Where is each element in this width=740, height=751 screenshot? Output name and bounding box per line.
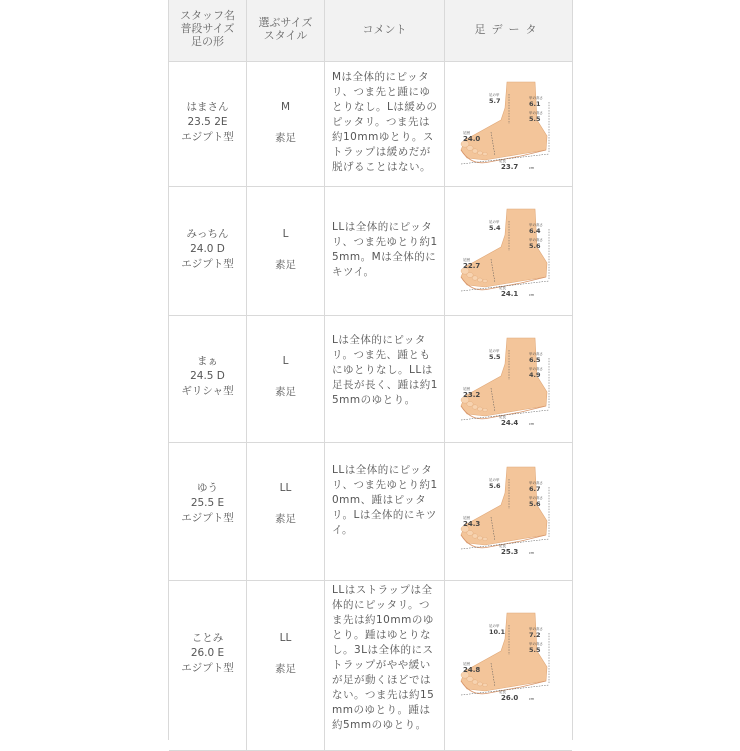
toe-shape [472, 149, 478, 153]
arch-height-label: 足の甲 [489, 93, 500, 97]
foot-data-cell [445, 581, 572, 750]
foot-data-cell [445, 187, 572, 315]
toe-shape [483, 537, 487, 541]
staff-cell [169, 62, 247, 186]
instep-height-label: 甲の高さ [529, 481, 543, 485]
toe-shape [478, 682, 483, 686]
girth-value: 22.7 [463, 262, 481, 270]
foot-shape: エジプト型 [181, 131, 234, 143]
comment-cell [325, 443, 445, 580]
table-header-row [169, 0, 572, 62]
toe-shape [483, 408, 487, 412]
toe-shape [472, 405, 478, 409]
size-style-cell [247, 187, 325, 315]
foot-shape: エジプト型 [181, 258, 234, 270]
instep-height-value: 6.4 [529, 227, 541, 235]
length-label: 足長 [499, 690, 506, 694]
toe-shape [478, 536, 483, 540]
girth-value: 24.8 [463, 666, 481, 674]
toe-shape [472, 276, 478, 280]
header-staff-name: スタッフ名 [180, 9, 235, 22]
instep-height-value: 6.5 [529, 356, 541, 364]
header-size-cell [247, 0, 325, 61]
length-value: 24.1 [501, 290, 519, 298]
usual-size: 26.0 E [190, 647, 225, 659]
staff-cell [169, 187, 247, 315]
instep-height-value: 7.2 [529, 631, 541, 639]
arch-height-label: 足の甲 [489, 478, 500, 482]
staff-name: はまさん [186, 101, 229, 113]
length-unit: cm [529, 166, 535, 170]
toe-shape [478, 278, 483, 282]
foot-diagram [449, 605, 569, 705]
size-style-cell [247, 581, 325, 750]
header-foot-data: 足データ [474, 23, 543, 36]
length-label: 足長 [499, 544, 506, 548]
table-row [169, 62, 572, 187]
toe-shape [483, 152, 487, 156]
heel-label: 甲の高さ [529, 238, 543, 242]
foot-shape: エジプト型 [181, 512, 234, 524]
arch-height-value: 5.7 [489, 97, 501, 105]
foot-diagram [449, 201, 569, 301]
comment-cell [325, 581, 445, 750]
chosen-size: L [282, 355, 289, 367]
arch-height-label: 足の甲 [489, 349, 500, 353]
heel-label: 甲の高さ [529, 111, 543, 115]
style-value: 素足 [275, 663, 296, 675]
chosen-size: L [282, 228, 289, 240]
toe-shape [467, 401, 473, 406]
size-comparison-table [168, 0, 573, 740]
staff-cell [169, 316, 247, 442]
heel-value: 4.9 [529, 371, 541, 379]
style-value: 素足 [275, 386, 296, 398]
length-value: 23.7 [501, 163, 519, 171]
table-row [169, 187, 572, 316]
length-unit: cm [529, 422, 535, 426]
comment-cell [325, 316, 445, 442]
foot-shape: エジプト型 [181, 662, 234, 674]
girth-value: 24.3 [463, 520, 481, 528]
style-value: 素足 [275, 259, 296, 271]
length-unit: cm [529, 551, 535, 555]
size-style-cell [247, 316, 325, 442]
usual-size: 24.0 D [190, 243, 225, 255]
foot-data-cell [445, 316, 572, 442]
style-value: 素足 [275, 513, 296, 525]
toe-shape [483, 279, 487, 283]
usual-size: 25.5 E [190, 497, 225, 509]
comment-cell [325, 187, 445, 315]
comment-text: LLはストラップは全体的にピッタリ。つま先は約10mmのゆとり。踵はゆとりなし。3Lは全体的にストラップがやや緩いが足が動くほどではない。つま先は約15mmのゆとり。踵は約5mmのゆとり。 [332, 584, 435, 731]
toe-shape [472, 680, 478, 684]
chosen-size: M [280, 101, 291, 113]
girth-value: 23.2 [463, 391, 481, 399]
foot-data-cell [445, 443, 572, 580]
header-comment: コメント [362, 23, 407, 36]
header-usual-size: 普段サイズ [180, 22, 235, 35]
arch-height-value: 5.4 [489, 224, 501, 232]
usual-size: 24.5 D [190, 370, 225, 382]
heel-value: 5.5 [529, 646, 541, 654]
heel-label: 甲の高さ [529, 496, 543, 500]
girth-label: 足囲 [463, 387, 470, 391]
girth-label: 足囲 [463, 662, 470, 666]
staff-cell [169, 443, 247, 580]
comment-text: Mは全体的にピッタリ、つま先と踵にゆとりなし。Lは緩めのピッタリ。つま先は約10mmゆとり。ストラップは緩めだが脱げることはない。 [332, 71, 438, 173]
instep-height-label: 甲の高さ [529, 352, 543, 356]
heel-label: 甲の高さ [529, 642, 543, 646]
comment-text: LLは全体的にピッタリ、つま先ゆとり約10mm、踵はピッタリ。Lは全体的にキツイ。 [332, 464, 438, 536]
heel-value: 5.5 [529, 115, 541, 123]
usual-size: 23.5 2E [187, 116, 228, 128]
length-label: 足長 [499, 286, 506, 290]
table-row [169, 443, 572, 581]
toe-shape [478, 151, 483, 155]
toe-shape [483, 683, 487, 687]
header-staff-cell [169, 0, 247, 61]
foot-diagram [449, 330, 569, 430]
header-style: スタイル [263, 29, 308, 42]
length-label: 足長 [499, 415, 506, 419]
header-foot-cell [445, 0, 572, 61]
toe-shape [467, 145, 473, 150]
size-style-cell [247, 62, 325, 186]
length-value: 25.3 [501, 548, 519, 556]
length-unit: cm [529, 293, 535, 297]
instep-height-label: 甲の高さ [529, 96, 543, 100]
arch-height-value: 5.5 [489, 353, 501, 361]
comment-text: Lは全体的にピッタリ。つま先、踵ともにゆとりなし。LLは足長が長く、踵は約15mmのゆとり。 [332, 334, 438, 406]
arch-height-label: 足の甲 [489, 624, 500, 628]
heel-value: 5.6 [529, 242, 541, 250]
style-value: 素足 [275, 132, 296, 144]
length-value: 26.0 [501, 694, 519, 702]
foot-diagram [449, 459, 569, 559]
toe-shape [467, 676, 473, 681]
toe-shape [472, 534, 478, 538]
heel-label: 甲の高さ [529, 367, 543, 371]
staff-name: ことみ [191, 632, 224, 644]
girth-label: 足囲 [463, 258, 470, 262]
header-foot-shape: 足の形 [191, 35, 224, 48]
chosen-size: LL [279, 632, 292, 644]
header-chosen-size: 選ぶサイズ [258, 16, 313, 29]
table-row [169, 581, 572, 751]
instep-height-label: 甲の高さ [529, 223, 543, 227]
staff-name: まぁ [197, 355, 218, 367]
girth-label: 足囲 [463, 131, 470, 135]
toe-shape [467, 530, 473, 535]
length-value: 24.4 [501, 419, 519, 427]
header-comment-cell [325, 0, 445, 61]
instep-height-value: 6.1 [529, 100, 541, 108]
staff-name: みっちん [186, 228, 229, 240]
toe-shape [478, 407, 483, 411]
foot-data-cell [445, 62, 572, 186]
toe-shape [467, 272, 473, 277]
girth-value: 24.0 [463, 135, 481, 143]
comment-cell [325, 62, 445, 186]
girth-label: 足囲 [463, 516, 470, 520]
instep-height-label: 甲の高さ [529, 627, 543, 631]
table-row [169, 316, 572, 443]
arch-height-label: 足の甲 [489, 220, 500, 224]
instep-height-value: 6.7 [529, 485, 541, 493]
foot-diagram [449, 74, 569, 174]
chosen-size: LL [279, 482, 292, 494]
arch-height-value: 5.6 [489, 482, 501, 490]
arch-height-value: 10.1 [489, 628, 506, 636]
heel-value: 5.6 [529, 500, 541, 508]
length-label: 足長 [499, 159, 506, 163]
length-unit: cm [529, 697, 535, 701]
staff-name: ゆう [197, 482, 218, 494]
comment-text: LLは全体的にピッタリ、つま先ゆとり約15mm。Mは全体的にキツイ。 [332, 221, 438, 278]
foot-shape: ギリシャ型 [181, 385, 234, 397]
staff-cell [169, 581, 247, 750]
size-style-cell [247, 443, 325, 580]
